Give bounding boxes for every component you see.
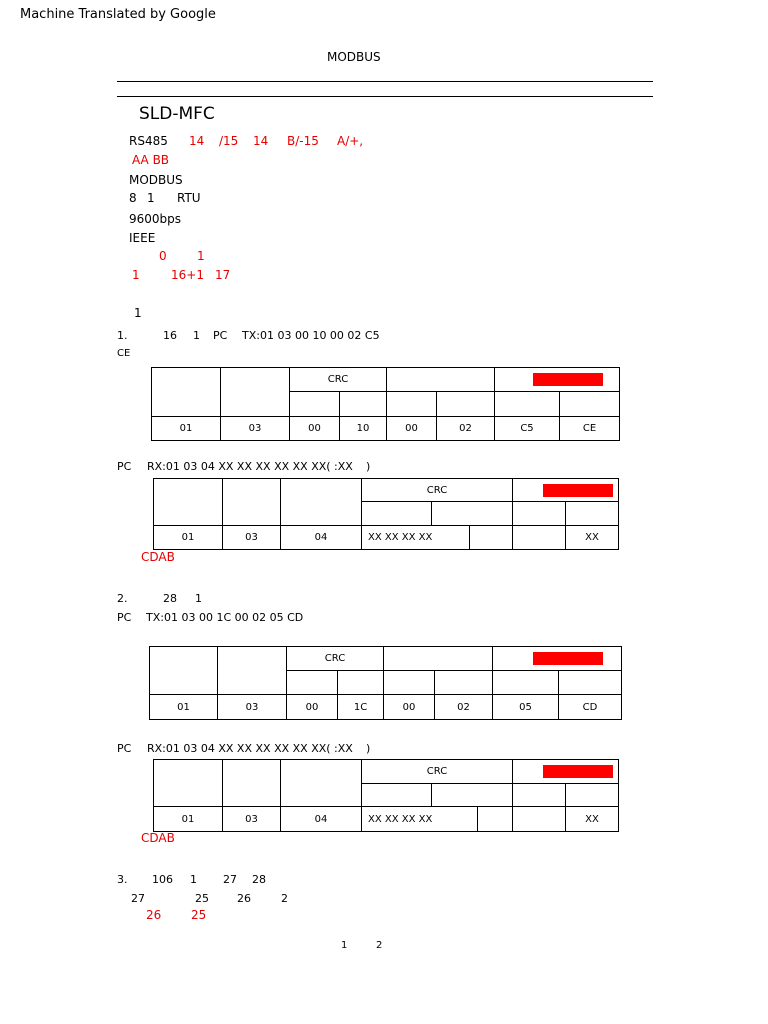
- doc-heading: SLD-MFC: [139, 104, 215, 124]
- spec-protocol: MODBUS: [129, 173, 183, 187]
- section3-l2b: 25: [195, 892, 209, 905]
- section2-rx-xx: :XX: [334, 742, 353, 755]
- table-cell: 00: [290, 417, 340, 441]
- crc-header: CRC: [290, 368, 387, 392]
- section1-tx-table: [151, 367, 620, 441]
- redacted-marker: [533, 652, 603, 665]
- table-cell: 01: [154, 807, 223, 832]
- section2-number: 2.: [117, 592, 128, 605]
- section1-pc: PC: [213, 329, 228, 342]
- section2-rx-table: [153, 759, 619, 832]
- table-cell: 00: [387, 417, 437, 441]
- section2-byte-order: CDAB: [141, 831, 175, 845]
- spec-float: IEEE: [129, 231, 156, 245]
- spec-line-8b: 16+1: [171, 268, 204, 282]
- table-cell: 03: [218, 695, 287, 720]
- crc-header: CRC: [362, 760, 513, 784]
- section1-address: 16: [163, 329, 177, 342]
- table-cell: XX: [566, 807, 619, 832]
- table-cell: CD: [559, 695, 622, 720]
- redacted-marker: [543, 765, 613, 778]
- section3-d: 28: [252, 873, 266, 886]
- table-cell: 01: [154, 526, 223, 550]
- table-cell: CE: [560, 417, 620, 441]
- page-title: MODBUS: [327, 50, 381, 64]
- spec-pin-e: A/+,: [337, 134, 364, 148]
- spec-line-7b: 1: [197, 249, 205, 263]
- section3-c: 27: [223, 873, 237, 886]
- section3-l2c: 26: [237, 892, 251, 905]
- section1-rx-pc: PC: [117, 460, 132, 473]
- table-cell: XX XX XX XX: [362, 807, 478, 832]
- section3-a: 106: [152, 873, 173, 886]
- table-cell: 10: [340, 417, 387, 441]
- divider-top: [117, 81, 653, 82]
- section1-count: 1: [193, 329, 200, 342]
- section1-tx-cont: CE: [117, 348, 131, 359]
- translation-banner: Machine Translated by Google: [20, 7, 216, 22]
- table-cell: 03: [223, 526, 281, 550]
- section2-tx-table: [149, 646, 622, 720]
- section3-l3b: 25: [191, 908, 207, 922]
- table-cell: XX: [566, 526, 619, 550]
- table-cell: 00: [384, 695, 435, 720]
- table-cell: 00: [287, 695, 338, 720]
- section1-byte-order: CDAB: [141, 550, 175, 564]
- table-cell: 02: [435, 695, 493, 720]
- section2-address: 28: [163, 592, 177, 605]
- section2-pc: PC: [117, 611, 132, 624]
- redacted-marker: [543, 484, 613, 497]
- section1-rx-close: ): [366, 460, 371, 473]
- subsection-number: 1: [134, 306, 142, 320]
- spec-pin-a: 14: [189, 134, 205, 148]
- section2-count: 1: [195, 592, 202, 605]
- table-cell: 05: [493, 695, 559, 720]
- spec-baud: 9600bps: [129, 212, 182, 226]
- spec-line-8c: 17: [215, 268, 231, 282]
- table-cell: 03: [221, 417, 290, 441]
- spec-pin-c: 14: [253, 134, 269, 148]
- section2-tx: TX:01 03 00 1C 00 02 05 CD: [146, 611, 304, 624]
- crc-header: CRC: [362, 479, 513, 502]
- divider-bottom: [117, 96, 653, 97]
- spec-interface: RS485: [129, 134, 168, 148]
- crc-header: CRC: [287, 647, 384, 671]
- spec-mode: RTU: [177, 191, 201, 205]
- section1-rx-xx: :XX: [334, 460, 353, 473]
- section3-b: 1: [190, 873, 197, 886]
- spec-line-7a: 0: [159, 249, 167, 263]
- section2-rx-close: ): [366, 742, 371, 755]
- table-cell: 04: [281, 807, 362, 832]
- section3-l2d: 2: [281, 892, 288, 905]
- section3-l2a: 27: [131, 892, 145, 905]
- table-cell: 03: [223, 807, 281, 832]
- section2-rx: RX:01 03 04 XX XX XX XX XX XX(: [147, 742, 331, 755]
- spec-line-1: [129, 134, 168, 148]
- spec-line-8a: 1: [132, 268, 140, 282]
- spec-line-2: AA BB: [132, 153, 170, 167]
- spec-pin-b: /15: [219, 134, 239, 148]
- section1-tx: TX:01 03 00 10 00 02 C5: [242, 329, 380, 342]
- table-cell: 02: [437, 417, 495, 441]
- section3-l3a: 26: [146, 908, 162, 922]
- spec-stopbits: 1: [147, 191, 155, 205]
- section1-rx-table: [153, 478, 619, 550]
- table-cell: 01: [152, 417, 221, 441]
- section1-rx: RX:01 03 04 XX XX XX XX XX XX(: [147, 460, 331, 473]
- section3-number: 3.: [117, 873, 128, 886]
- table-cell: XX XX XX XX: [362, 526, 470, 550]
- spec-pin-d: B/-15: [287, 134, 319, 148]
- redacted-marker: [533, 373, 603, 386]
- spec-databits: 8: [129, 191, 137, 205]
- page-total: 2: [376, 940, 383, 951]
- table-cell: 04: [281, 526, 362, 550]
- section1-number: 1.: [117, 329, 128, 342]
- table-cell: C5: [495, 417, 560, 441]
- section2-rx-pc: PC: [117, 742, 132, 755]
- table-cell: 1C: [338, 695, 384, 720]
- page-number: 1: [341, 940, 348, 951]
- table-cell: 01: [150, 695, 218, 720]
